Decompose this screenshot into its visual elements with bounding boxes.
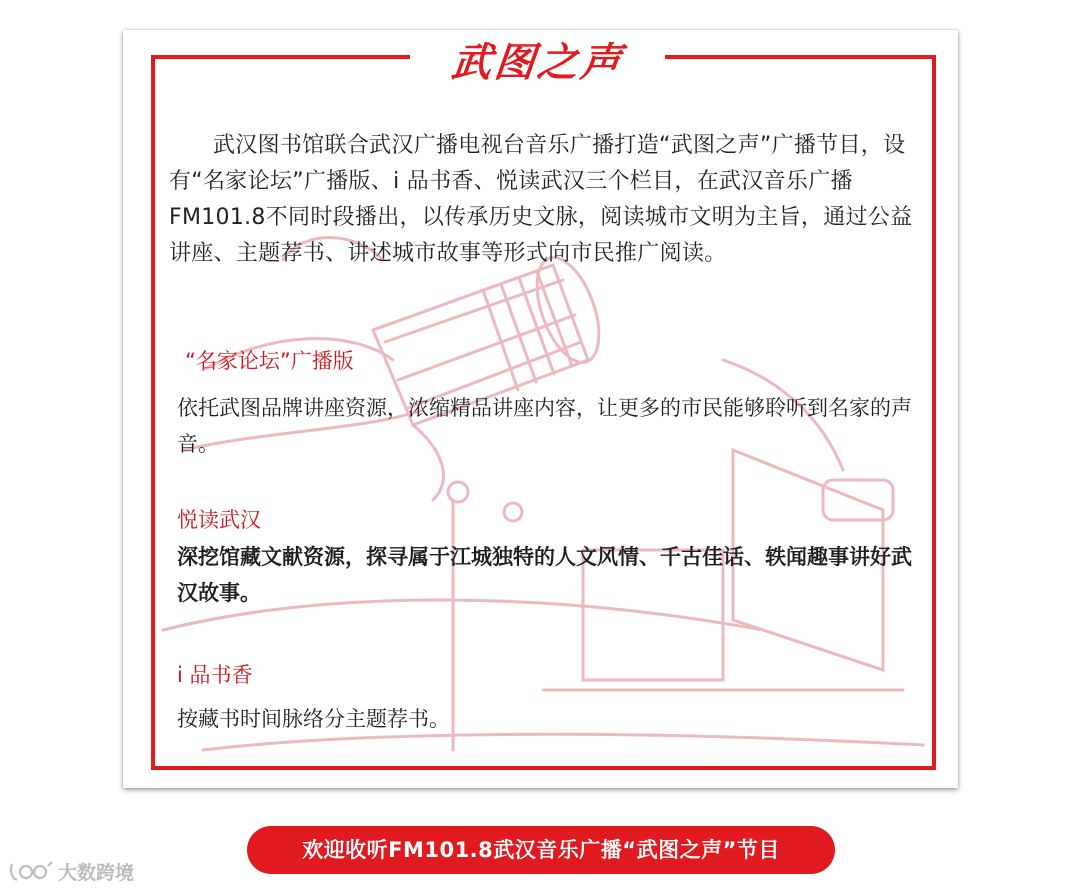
section-title-famous-forum: “名家论坛”广播版 — [185, 349, 354, 373]
watermark-logo-icon — [8, 858, 54, 884]
watermark — [8, 856, 134, 886]
section-body-reading-wuhan: 深挖馆藏文献资源，探寻属于江城独特的人文风情、千古佳话、轶闻趣事讲好武汉故事。 — [177, 545, 912, 605]
section-title-reading-wuhan: 悦读武汉 — [177, 508, 261, 532]
intro-paragraph: 武汉图书馆联合武汉广播电视台音乐广播打造“武图之声”广播节目，设有“名家论坛”广播版、i 品书香、悦读武汉三个栏目，在武汉音乐广播FM101.8不同时段播出，以传承历史文脉，阅读城市文明为主旨，通过公益讲座、主题荐书、讲述城市故事等形式向市民推广阅读。 — [169, 133, 913, 266]
section-body-i-book-fragrance: 按藏书时间脉络分主题荐书。 — [177, 707, 450, 731]
program-card — [123, 30, 958, 788]
watermark-text: 大数跨境 — [58, 861, 135, 884]
listen-banner: 欢迎收听FM101.8武汉音乐广播“武图之声”节目 — [247, 826, 835, 874]
section-title-i-book-fragrance: i 品书香 — [177, 663, 253, 687]
card-title: 武图之声 — [449, 40, 626, 86]
section-body-famous-forum: 依托武图品牌讲座资源，浓缩精品讲座内容，让更多的市民能够聆听到名家的声音。 — [177, 396, 912, 456]
